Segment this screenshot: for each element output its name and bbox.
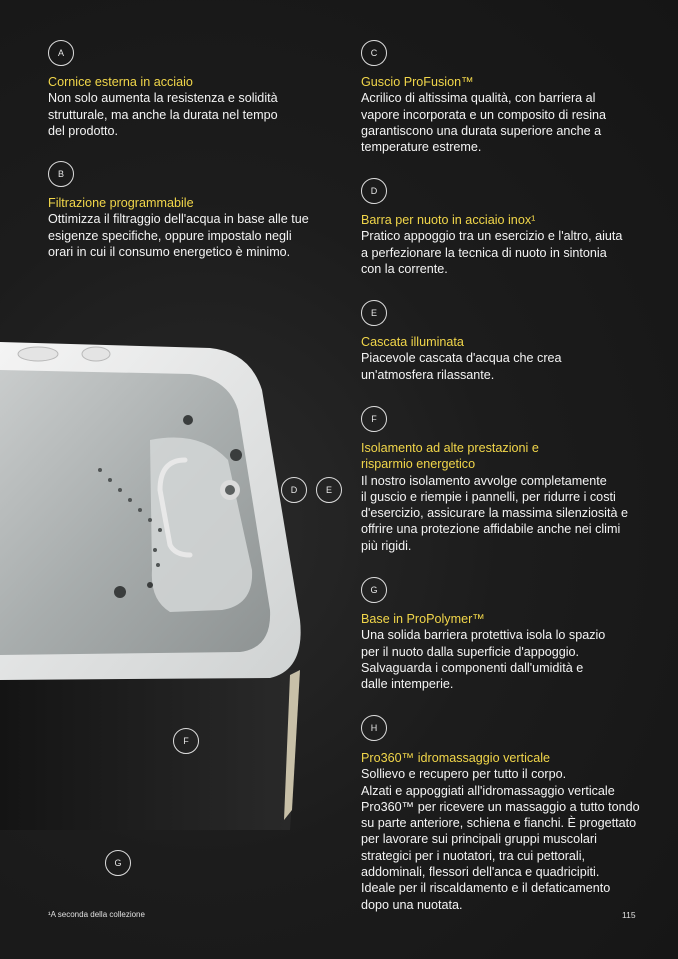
image-marker-e: E [316,477,342,503]
marker-d: D [361,178,387,204]
image-marker-d: D [281,477,307,503]
feature-a [48,74,338,139]
marker-a: A [48,40,74,66]
marker-e: E [361,300,387,326]
feature-f [361,440,651,554]
feature-c-body: Acrilico di altissima qualità, con barriera al vapore incorporata e un composito di resina garantiscono una durata superiore anche a temperature estreme. [361,91,607,155]
feature-a-title: Cornice esterna in acciaio [48,75,193,89]
marker-g: G [361,577,387,603]
feature-d-title: Barra per nuoto in acciaio inox¹ [361,213,536,227]
marker-b: B [48,161,74,187]
marker-h: H [361,715,387,741]
feature-a-body: Non solo aumenta la resistenza e solidità strutturale, ma anche la durata nel tempo del prodotto. [48,91,278,138]
feature-b [48,195,338,260]
feature-h-body: Sollievo e recupero per tutto il corpo. Alzati e appoggiati all'idromassaggio verticale Pro360™ per ricevere un massaggio a tutto tondo su parte anteriore, schiena e fianchi. È progettato per lavorare sui principali gruppi muscolari strategici per i nuotatori, tra cui pettorali, addominali, flessori dell'anca e quadricipiti. Ideale per il riscaldamento e il defaticamento dopo una nuotata. [361,767,640,912]
marker-f: F [361,406,387,432]
feature-g [361,611,651,692]
feature-e-body: Piacevole cascata d'acqua che crea un'atmosfera rilassante. [361,351,562,382]
image-marker-f: F [173,728,199,754]
footnote: ¹A seconda della collezione [48,910,145,919]
feature-d-body: Pratico appoggio tra un esercizio e l'altro, aiuta a perfezionare la tecnica di nuoto in sintonia con la corrente. [361,229,623,276]
feature-g-body: Una solida barriera protettiva isola lo spazio per il nuoto dalla superficie d'appoggio. Salvaguarda i componenti dall'umidità e dalle intemperie. [361,628,606,692]
feature-e [361,334,651,383]
feature-b-title: Filtrazione programmabile [48,196,194,210]
feature-h [361,750,661,913]
feature-d [361,212,651,277]
feature-c [361,74,651,155]
page-number: 115 [622,910,636,920]
feature-e-title: Cascata illuminata [361,335,464,349]
marker-c: C [361,40,387,66]
feature-h-title: Pro360™ idromassaggio verticale [361,751,550,765]
feature-f-title: Isolamento ad alte prestazioni e risparmio energetico [361,441,539,472]
feature-f-body: Il nostro isolamento avvolge completamente il guscio e riempie i pannelli, per ridurre i costi d'esercizio, assicurare la massima silenziosità e offrire una protezione affidabile anche nei climi più rigidi. [361,473,628,553]
swim-spa-image [0,330,320,860]
feature-c-title: Guscio ProFusion™ [361,75,474,89]
feature-b-body: Ottimizza il filtraggio dell'acqua in base alle tue esigenze specifiche, oppure impostalo negli orari in cui il consumo energetico è minimo. [48,212,309,259]
image-marker-g: G [105,850,131,876]
feature-g-title: Base in ProPolymer™ [361,612,485,626]
